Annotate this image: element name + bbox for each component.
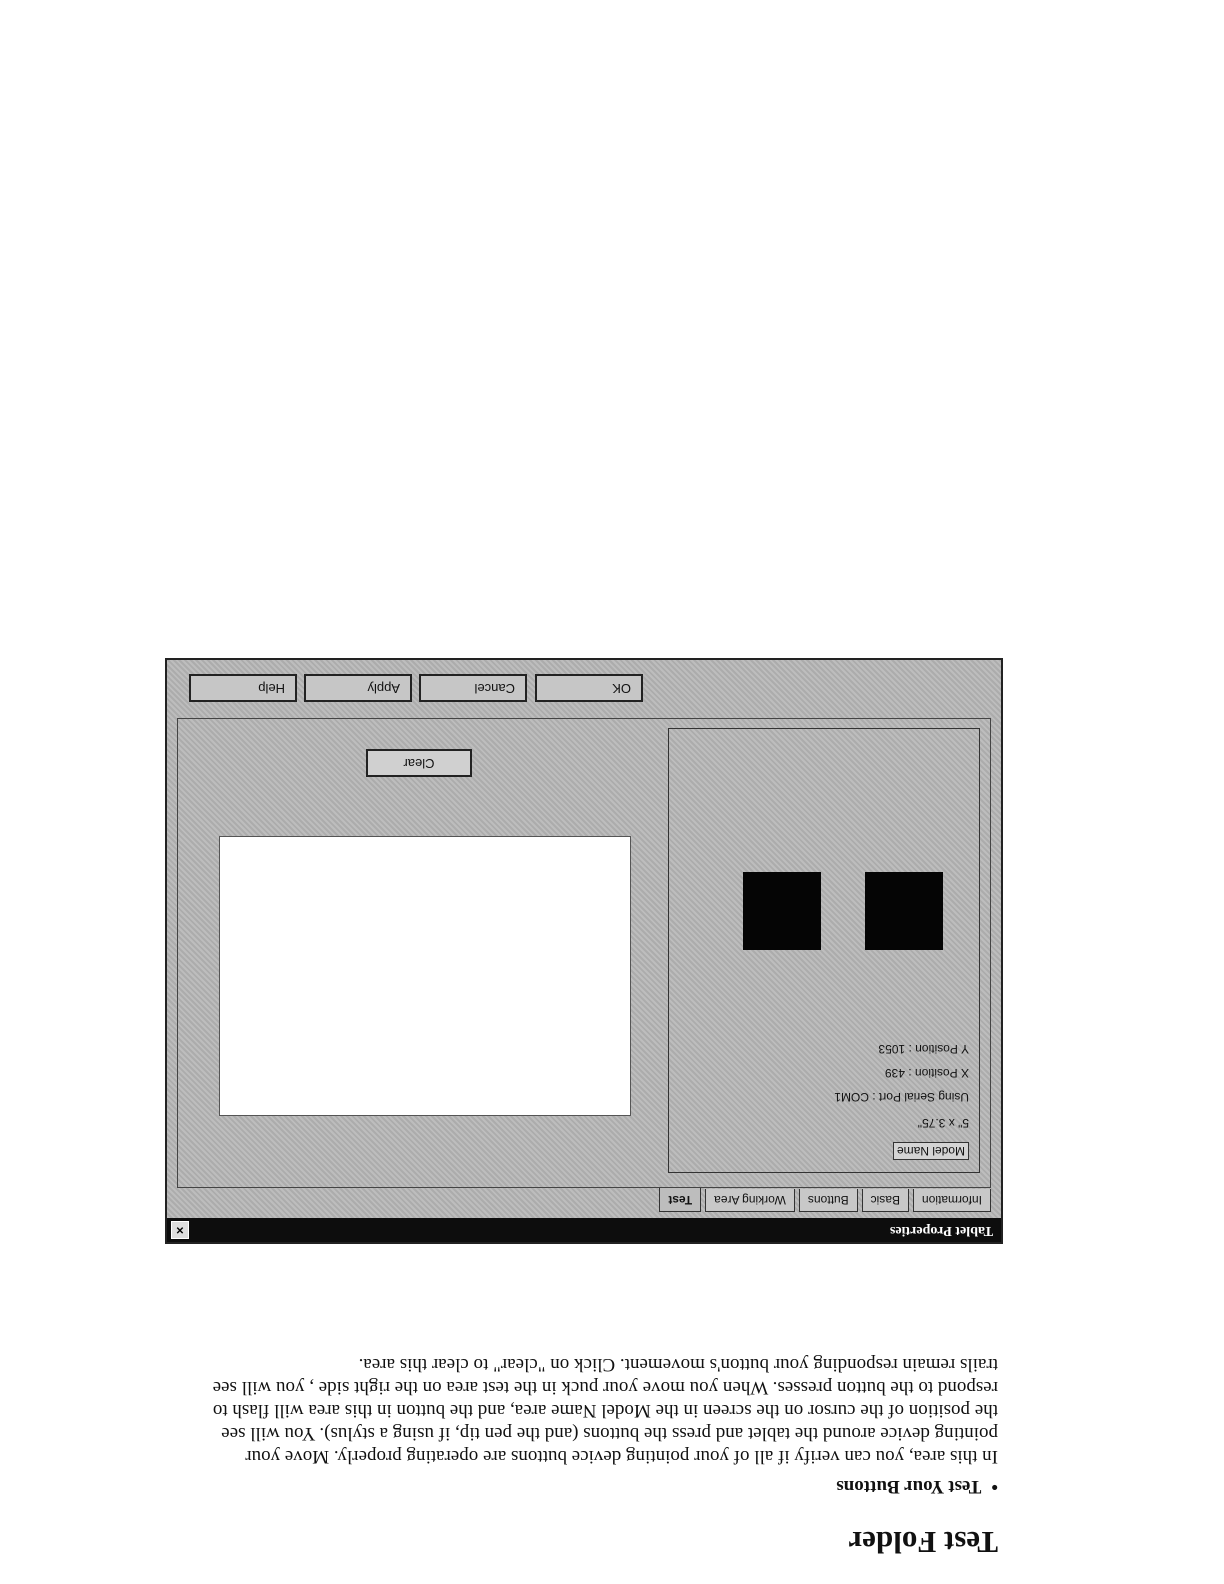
close-icon[interactable]: × bbox=[171, 1221, 189, 1239]
button-indicator-2 bbox=[743, 872, 821, 950]
dialog-titlebar bbox=[167, 1218, 1001, 1242]
tablet-size-label: 5" x 3.75" bbox=[917, 1116, 969, 1130]
tab-buttons[interactable]: Buttons bbox=[799, 1189, 858, 1212]
test-panel bbox=[177, 718, 991, 1188]
tablet-properties-dialog bbox=[165, 658, 1003, 1244]
tab-working-area[interactable]: Working Area bbox=[705, 1189, 795, 1212]
tab-test[interactable]: Test bbox=[659, 1187, 701, 1212]
model-info-group bbox=[668, 728, 980, 1173]
model-name-label: Model Name bbox=[893, 1142, 969, 1160]
tab-strip bbox=[655, 1188, 991, 1212]
cancel-button[interactable]: Cancel bbox=[419, 674, 527, 702]
apply-button[interactable]: Apply bbox=[304, 674, 412, 702]
x-position-readout: X Position : 439 bbox=[884, 1066, 969, 1080]
bullet-title-text: Test Your Buttons bbox=[836, 1476, 982, 1497]
instruction-paragraph: In this area, you can verify if all of your pointing device buttons are operating properly. Move your pointing device around the tablet and press the buttons (and the pen tip, if using a stylus). You will see the position of the cursor on the screen in the Model Name area, and the button in this area will flash to respond to the button presses. When you move your puck in the test area on the right side , you will see trails remain responding your button's movement. Click on "clear" to clear this area. bbox=[212, 1354, 998, 1467]
dialog-title: Tablet Properties bbox=[889, 1223, 993, 1238]
y-position-readout: Y Position : 1053 bbox=[878, 1042, 969, 1056]
serial-port-label: Using Serial Port : COM1 bbox=[834, 1090, 969, 1104]
ok-button[interactable]: OK bbox=[535, 674, 643, 702]
help-button[interactable]: Help bbox=[189, 674, 297, 702]
bullet-title bbox=[836, 1475, 998, 1497]
tab-information[interactable]: Information bbox=[913, 1189, 991, 1212]
tab-basic[interactable]: Basic bbox=[862, 1189, 909, 1212]
dialog-button-row bbox=[167, 668, 1001, 708]
button-indicator-1 bbox=[865, 872, 943, 950]
section-heading: Test Folder bbox=[848, 1525, 998, 1560]
clear-button[interactable]: Clear bbox=[366, 749, 472, 777]
bullet-icon: • bbox=[991, 1476, 998, 1497]
test-drawing-area[interactable] bbox=[219, 836, 631, 1116]
